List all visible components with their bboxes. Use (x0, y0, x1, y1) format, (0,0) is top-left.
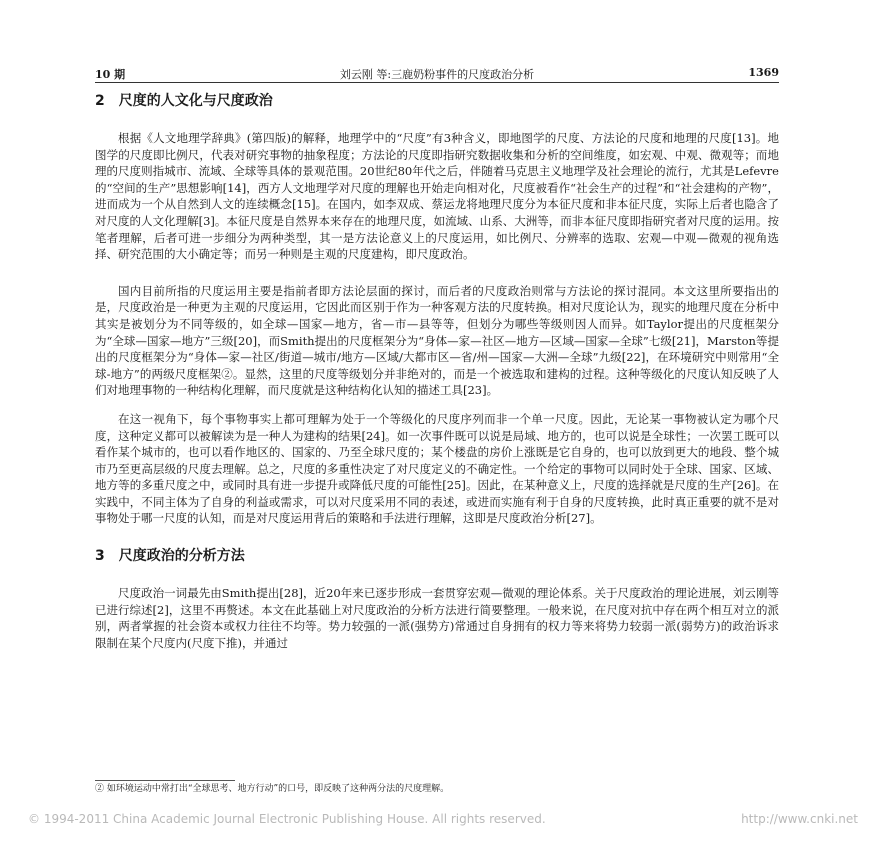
section-3-heading (95, 545, 779, 573)
paragraph: 在这一视角下，每个事物事实上都可理解为处于一个等级化的尺度序列而非一个单一尺度。因此，无论某一事物被认定为哪个尺度，这种定义都可以被解读为是一种人为建构的结果[24]。如一次事件既可以说是局域、地方的，也可以说是全球性；一次罢工既可以看作某个城市的，也可以看作地区的、国家的、乃至全球尺度的；某个楼盘的房价上涨既是它自身的，也可以放到更大的地段、整个城市乃至更高层级的尺度去理解。总之，尺度的多重性决定了对尺度定义的不确定性。一个给定的事物可以同时处于全球、国家、区域、地方等的多重尺度之中，或同时具有进一步提升或降低尺度的可能性[25]。因此，在某种意义上，尺度的选择就是尺度的生产[26]。在实践中，不同主体为了自身的利益或需求，可以对尺度采用不同的表述，或进而实施有利于自身的尺度转换，此时真正重要的就不是对事物处于哪一尺度的认知，而是对尺度运用背后的策略和手法进行理解，这即是尺度政治分析[27]。 (95, 411, 779, 526)
page-number: 1369 (748, 66, 779, 79)
section-number: 2 (95, 93, 105, 109)
section-2-heading (95, 90, 779, 118)
article-body (95, 90, 779, 651)
copyright-notice: © 1994-2011 China Academic Journal Electronic Publishing House. All rights reserved. (28, 812, 546, 826)
header-rule (95, 82, 779, 83)
footnote: ② 如环境运动中常打出“全球思考、地方行动”的口号，即反映了这种两分法的尺度理解。 (95, 784, 450, 794)
paragraph: 根据《人文地理学辞典》(第四版)的解释，地理学中的“尺度”有3种含义，即地图学的尺度、方法论的尺度和地理的尺度[13]。地图学的尺度即比例尺，代表对研究事物的抽象程度；方法论的尺度即指研究数据收集和分析的空间维度，如宏观、中观、微观等；而地理的尺度则指城市、流域、全球等具体的景观范围。20世纪80年代之后，伴随着马克思主义地理学及社会理论的流行，尤其是Lefevre的“空间的生产”思想影响[14]，西方人文地理学对尺度的理解也开始走向相对化，尺度被看作“社会生产的过程”和“社会建构的产物”，进而成为一个从自然到人文的连续概念[15]。在国内，如李双成、蔡运龙将地理尺度分为本征尺度和非本征尺度，实际上后者也隐含了对尺度的人文化理解[3]。本征尺度是自然界本来存在的地理尺度，如流域、山系、大洲等，而非本征尺度即指研究者对尺度的运用。按笔者理解，后者可进一步细分为两种类型，其一是方法论意义上的尺度运用，如比例尺、分辨率的选取、宏观—中观—微观的视角选择、研究范围的大小确定等；而另一种则是主观的尺度建构，即尺度政治。 (95, 131, 779, 262)
section-title: 尺度政治的分析方法 (118, 548, 245, 565)
section-title: 尺度的人文化与尺度政治 (118, 93, 273, 109)
copyright-watermark (28, 812, 858, 828)
cnki-url: http://www.cnki.net (741, 812, 858, 826)
paragraph: 尺度政治一词最先由Smith提出[28]，近20年来已逐步形成一套贯穿宏观—微观的理论体系。关于尺度政治的理论进展，刘云刚等已进行综述[2]，这里不再赘述。本文在此基础上对尺度政治的分析方法进行简要整理。一般来说，在尺度对抗中存在两个相互对立的派别，两者掌握的社会资本或权力往往不均等。势力较强的一派(强势方)常通过自身拥有的权力等来将势力较弱一派(弱势方)的政治诉求限制在某个尺度内(尺度下推)，并通过 (95, 586, 779, 650)
section-number: 3 (95, 548, 105, 565)
paragraph: 国内目前所指的尺度运用主要是指前者即方法论层面的探讨，而后者的尺度政治则常与方法论的探讨混同。本文这里所要指出的是，尺度政治是一种更为主观的尺度运用，它因此而区别于作为一种客观方法的尺度转换。相对尺度论认为，现实的地理尺度在分析中其实是被划分为不同等级的，如全球—国家—地方，省—市—县等等，但划分为哪些等级则因人而异。如Taylor提出的尺度框架分为“全球—国家—地方”三级[20]，而Smith提出的尺度框架分为“身体—家—社区—地方—区域—国家—全球”七级[21]，Marston等提出的尺度框架分为“身体—家—社区/街道—城市/地方—区域/大都市区—省/州—国家—大洲—全球”九级[22]，在环境研究中则常用“全球-地方”的两级尺度框架②。显然，这里的尺度等级划分并非绝对的，而是一个被选取和建构的过程。这种等级化的尺度认知反映了人们对地理事物的一种结构化理解，而尺度就是这种结构化认知的描述工具[23]。 (95, 283, 779, 398)
running-title: 刘云刚 等:三鹿奶粉事件的尺度政治分析 (339, 68, 535, 81)
issue-label: 10 期 (95, 68, 126, 81)
footnote-rule (95, 780, 235, 781)
